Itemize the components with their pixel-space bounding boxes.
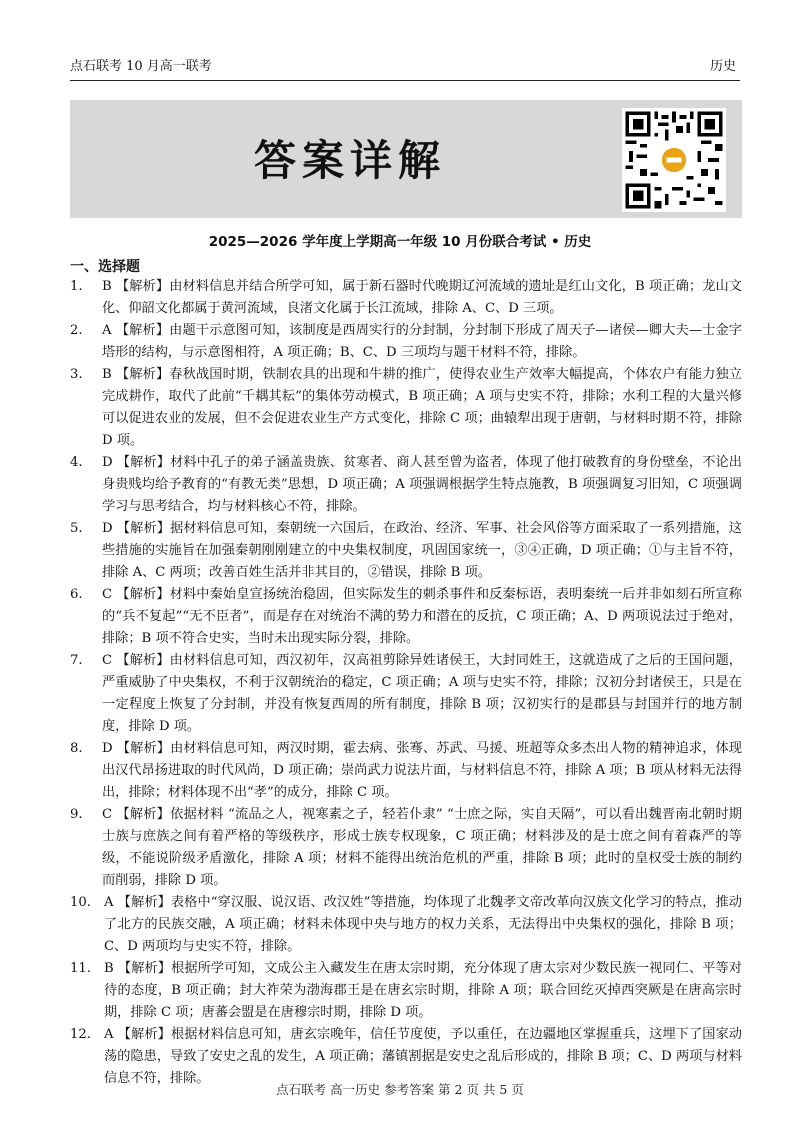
answer-item	[70, 584, 742, 650]
answer-number: 3.	[70, 367, 83, 382]
answer-item	[70, 452, 742, 518]
answer-item	[70, 518, 742, 584]
answer-number: 9.	[70, 807, 83, 822]
answer-text: D 【解析】由材料信息可知，两汉时期，霍去病、张骞、苏武、马援、班超等众多杰出人物的精神追求，体现出汉代昂扬进取的时代风尚，D 项正确；崇尚武力说法片面，与材料信息不符，排除 A 项；B 项从材料无法得出，排除；材料体现不出“孝”的成分，排除 C 项。	[102, 741, 742, 800]
answer-number: 5.	[70, 521, 83, 536]
header-exam-name: 点石联考 10 月高一联考	[70, 59, 212, 74]
answer-text: A 【解析】由题干示意图可知，该制度是西周实行的分封制，分封制下形成了周天子—诸侯—卿大夫—士金字塔形的结构，与示意图相符，A 项正确；B、C、D 三项均与题干材料不符，排除。	[102, 323, 742, 360]
answer-item	[70, 892, 742, 958]
answer-text: D 【解析】据材料信息可知，秦朝统一六国后，在政治、经济、军事、社会风俗等方面采取了一系列措施，这些措施的实施旨在加强秦朝刚刚建立的中央集权制度，巩固国家统一，③④正确，D 项正确；①与主旨不符，排除 A、C 两项；改善百姓生活并非其目的，②错误，排除 B 项。	[102, 521, 742, 580]
answer-text: B 【解析】根据所学可知，文成公主入藏发生在唐太宗时期，充分体现了唐太宗对少数民族一视同仁、平等对待的态度，B 项正确；封大祚荣为渤海郡王是在唐玄宗时期，排除 A 项；联合回纥灭掉西突厥是在唐高宗时期，排除 C 项；唐蕃会盟是在唐穆宗时期，排除 D 项。	[104, 961, 742, 1020]
answer-list	[70, 276, 742, 1090]
page-footer: 点石联考 高一历史 参考答案 第 2 页 共 5 页	[276, 1082, 524, 1097]
answer-number: 8.	[70, 741, 83, 756]
answer-number: 1.	[70, 279, 83, 294]
answer-item	[70, 958, 742, 1024]
answer-number: 7.	[70, 653, 83, 668]
answer-item	[70, 276, 742, 320]
answer-number: 4.	[70, 455, 83, 470]
answer-text: C 【解析】依据材料 “流品之人，视寒素之子，轻若仆隶” “士庶之际，实自天隔”，可以看出魏晋南北朝时期士族与庶族之间有着严格的等级秩序，形成士族专权现象，C 项正确；材料涉及的是士庶之间有着森严的等级，不能说阶级矛盾激化，排除 A 项；材料不能得出统治危机的严重，排除 B 项；此时的皇权受士族的制约而削弱，排除 D 项。	[102, 807, 742, 888]
answer-text: C 【解析】材料中秦始皇宣扬统治稳固，但实际发生的刺杀事件和反秦标语，表明秦统一后并非如刻石所宣称的“兵不复起”“无不臣者”，而是存在对统治不满的势力和潜在的反抗，C 项正确；A、D 两项说法过于绝对，排除；B 项不符合史实，当时未出现实际分裂，排除。	[102, 587, 742, 646]
answer-number: 12.	[70, 1027, 91, 1042]
page-title: 答案详解	[253, 136, 446, 185]
exam-subtitle: 2025—2026 学年度上学期高一年级 10 月份联合考试 • 历史	[208, 234, 592, 250]
answer-text: A 【解析】根据材料信息可知，唐玄宗晚年，信任节度使，予以重任，在边疆地区掌握重兵，这埋下了国家动荡的隐患，导致了安史之乱的发生，A 项正确；藩镇割据是安史之乱后形成的，排除 B 项；C、D 两项与材料信息不符，排除。	[104, 1027, 742, 1086]
answer-text: A 【解析】表格中“穿汉服、说汉语、改汉姓”等措施，均体现了北魏孝文帝改革向汉族文化学习的特点，推动了北方的民族交融，A 项正确；材料未体现中央与地方的权力关系，无法得出中央集权的强化，排除 B 项；C、D 两项均与史实不符，排除。	[104, 895, 742, 954]
answer-number: 11.	[70, 961, 91, 976]
answer-text: B 【解析】由材料信息并结合所学可知，属于新石器时代晚期辽河流域的遗址是红山文化，B 项正确；龙山文化、仰韶文化都属于黄河流域，良渚文化属于长江流域，排除 A、C、D 三项。	[102, 279, 742, 316]
answer-item	[70, 650, 742, 738]
answer-item	[70, 738, 742, 804]
answer-item	[70, 804, 742, 892]
answer-number: 6.	[70, 587, 83, 602]
answer-number: 2.	[70, 323, 83, 338]
answer-item	[70, 364, 742, 452]
qr-code-icon	[622, 108, 726, 212]
answer-item	[70, 320, 742, 364]
answer-text: C 【解析】由材料信息可知，西汉初年，汉高祖剪除异姓诸侯王，大封同姓王，这就造成了之后的王国问题，严重威胁了中央集权，不利于汉朝统治的稳定，C 项正确；A 项与史实不符，排除；汉初分封诸侯王，只是在一定程度上恢复了分封制，并没有恢复西周的所有制度，排除 B 项；汉初实行的是郡县与封国并行的地方制度，排除 D 项。	[102, 653, 742, 734]
answer-text: B 【解析】春秋战国时期，铁制农具的出现和牛耕的推广，使得农业生产效率大幅提高，个体农户有能力独立完成耕作，取代了此前“千耦其耘”的集体劳动模式，B 项正确；A 项与史实不符，排除；水利工程的大量兴修可以促进农业的发展，但不会促进农业生产方式变化，排除 C 项；曲辕犁出现于唐朝，与材料时期不符，排除 D 项。	[102, 367, 742, 448]
answer-number: 10.	[70, 895, 91, 910]
title-banner	[70, 100, 742, 218]
section-heading: 一、选择题	[70, 259, 140, 275]
answer-text: D 【解析】材料中孔子的弟子涵盖贵族、贫寒者、商人甚至曾为盗者，体现了他打破教育的身份壁垒，不论出身贵贱均给予教育的“有教无类”思想，D 项正确；A 项强调根据学生特点施教，B 项强调复习旧知，C 项强调学习与思考结合，均与材料核心不符，排除。	[102, 455, 742, 514]
page-header	[70, 56, 740, 81]
header-subject: 历史	[709, 59, 736, 74]
